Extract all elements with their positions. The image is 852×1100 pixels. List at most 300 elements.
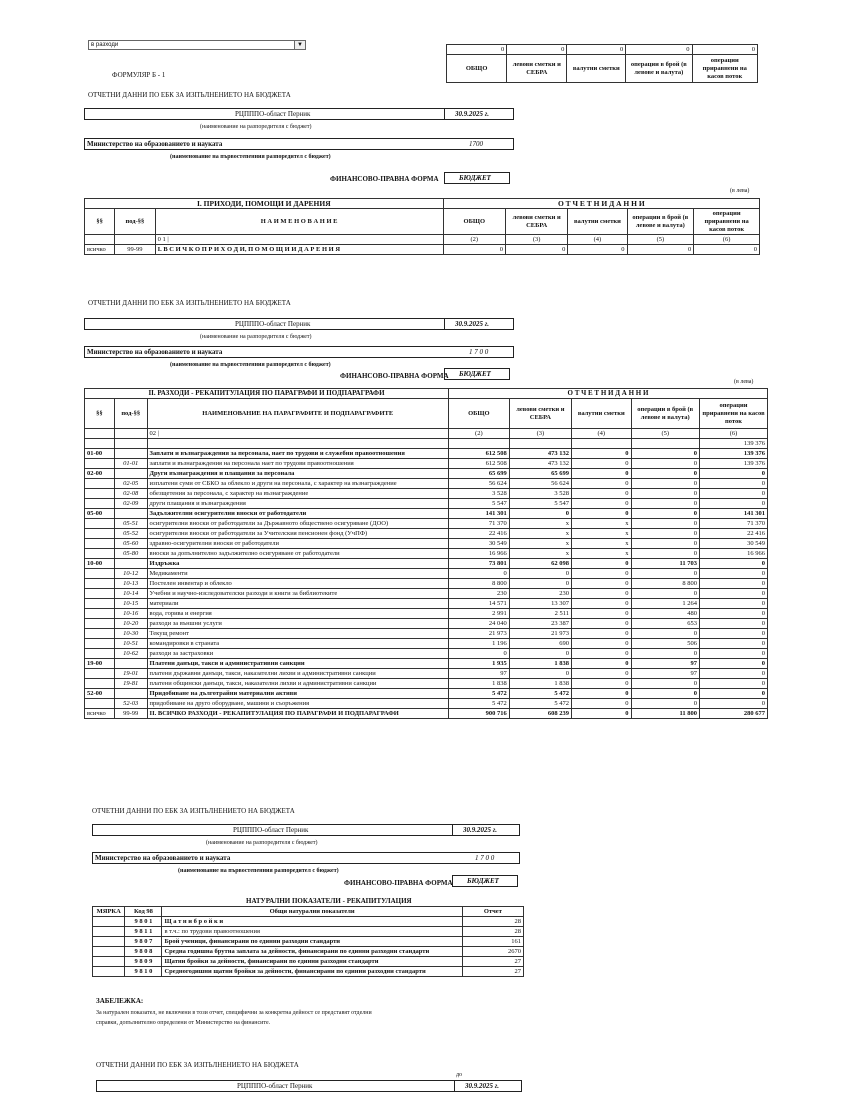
section2-total-value: 608 239 xyxy=(509,709,571,719)
row-paragraph-code xyxy=(85,599,115,609)
section1-col-num: (6) xyxy=(694,235,760,245)
row-value: 0 xyxy=(572,489,631,499)
report-title: ОТЧЕТНИ ДАННИ ПО ЕБК ЗА ИЗПЪЛНЕНИЕТО НА БЮДЖЕТА xyxy=(96,1061,299,1069)
row-value: 139 376 xyxy=(699,439,767,449)
top-value: 0 xyxy=(447,45,507,55)
row-paragraph-code xyxy=(85,609,115,619)
report-date: 30.9.2025 г. xyxy=(465,1082,499,1090)
row-value: 0 xyxy=(572,669,631,679)
ministry-name: Министерство на образованието и науката xyxy=(95,854,231,862)
row-name: материали xyxy=(147,599,448,609)
row-value: 30 549 xyxy=(448,539,509,549)
row-value: 0 xyxy=(631,509,699,519)
row-name: придобиване на друго оборудване, машини и съоръжения xyxy=(147,699,448,709)
row-paragraph-code xyxy=(85,499,115,509)
row-value: 0 xyxy=(699,599,767,609)
row-value: 3 528 xyxy=(509,489,571,499)
section2-col-sub: под-§§ xyxy=(114,399,147,429)
row-value: 0 xyxy=(631,569,699,579)
top-summary-table xyxy=(446,44,758,83)
expenses-table xyxy=(84,388,768,719)
row-value: 27 xyxy=(462,967,523,977)
row-subparagraph-code: 10-62 xyxy=(114,649,147,659)
row-value: 30 549 xyxy=(699,539,767,549)
row-name: Придобиване на дълготрайни материални активи xyxy=(147,689,448,699)
row-value: 2 991 xyxy=(448,609,509,619)
row-value: 0 xyxy=(448,649,509,659)
row-value: 97 xyxy=(631,669,699,679)
row-value: 230 xyxy=(509,589,571,599)
section2-col-num: (6) xyxy=(699,429,767,439)
row-subparagraph-code xyxy=(114,509,147,519)
section1-col-num: (2) xyxy=(443,235,505,245)
row-value: 0 xyxy=(699,559,767,569)
row-value: 22 416 xyxy=(699,529,767,539)
row-value: 14 571 xyxy=(448,599,509,609)
row-name: Учебни и научно-изследователски разходи и книги за библиотеките xyxy=(147,589,448,599)
row-value: 5 547 xyxy=(448,499,509,509)
row-paragraph-code xyxy=(85,619,115,629)
date-box xyxy=(452,824,520,836)
row-value: 0 xyxy=(509,649,571,659)
table-row xyxy=(85,599,768,609)
entity-name: РЦПППО-област Перник xyxy=(235,110,311,118)
row-name: Щ а т н и б р о й к и xyxy=(162,917,462,927)
row-mark xyxy=(93,917,125,927)
row-subparagraph-code: 05-60 xyxy=(114,539,147,549)
legal-form-value: БЮДЖЕТ xyxy=(459,174,491,182)
row-value: 2 511 xyxy=(509,609,571,619)
row-value: 473 132 xyxy=(509,459,571,469)
section2-total-value: 280 677 xyxy=(699,709,767,719)
row-value: 0 xyxy=(572,469,631,479)
row-subparagraph-code: 02-09 xyxy=(114,499,147,509)
section2-row02: 02 | xyxy=(147,429,448,439)
row-name: в т.ч.: по трудови правоотношения xyxy=(162,927,462,937)
row-name: Щатни бройки за дейности, финансирани по единни разходни стандарти xyxy=(162,957,462,967)
section1-total-value: 0 xyxy=(627,245,694,255)
table-row xyxy=(85,679,768,689)
report-title: ОТЧЕТНИ ДАННИ ПО ЕБК ЗА ИЗПЪЛНЕНИЕТО НА БЮДЖЕТА xyxy=(92,807,295,815)
row-mark xyxy=(93,927,125,937)
section2-total-value: 900 716 xyxy=(448,709,509,719)
entity-name: РЦПППО-област Перник xyxy=(233,826,309,834)
section2-col-para: §§ xyxy=(85,399,115,429)
row-value: 1 838 xyxy=(509,659,571,669)
ministry-code: 1 7 0 0 xyxy=(475,854,495,862)
note-line: За натурален показател, не включени в този отчет, специфични за конкретна дейност се представят отделни xyxy=(96,1010,372,1016)
chevron-down-icon[interactable]: ▼ xyxy=(294,41,305,49)
table-row xyxy=(85,689,768,699)
section2-col-num: (4) xyxy=(572,429,631,439)
row-value: 62 098 xyxy=(509,559,571,569)
row-code: 9 8 1 0 xyxy=(125,967,162,977)
row-name: Текущ ремонт xyxy=(147,629,448,639)
section1-reporting: О Т Ч Е Т Н И Д А Н Н И xyxy=(443,199,759,209)
table-row xyxy=(85,439,768,449)
row-value: 0 xyxy=(631,649,699,659)
row-name: здравно-осигурителни вноски от работодатели xyxy=(147,539,448,549)
table-row xyxy=(85,669,768,679)
row-value: 0 xyxy=(509,509,571,519)
section2-reporting: О Т Ч Е Т Н И Д А Н Н И xyxy=(448,389,767,399)
section2-total-value: 11 800 xyxy=(631,709,699,719)
row-value: 139 376 xyxy=(699,449,767,459)
section1-col-header: левови сметки и СЕБРА xyxy=(506,209,568,235)
row-paragraph-code xyxy=(85,649,115,659)
row-code: 9 8 0 1 xyxy=(125,917,162,927)
row-value: 28 xyxy=(462,927,523,937)
row-code: 9 8 0 9 xyxy=(125,957,162,967)
table-row xyxy=(93,967,524,977)
row-subparagraph-code: 10-15 xyxy=(114,599,147,609)
row-mark xyxy=(93,957,125,967)
report-title: ОТЧЕТНИ ДАННИ ПО ЕБК ЗА ИЗПЪЛНЕНИЕТО НА БЮДЖЕТА xyxy=(88,91,291,99)
row-value: 0 xyxy=(699,579,767,589)
section2-col-header: левови сметки и СЕБРА xyxy=(509,399,571,429)
report-title: ОТЧЕТНИ ДАННИ ПО ЕБК ЗА ИЗПЪЛНЕНИЕТО НА БЮДЖЕТА xyxy=(88,299,291,307)
row-paragraph-code xyxy=(85,629,115,639)
row-name: Заплати и възнаграждения за персонала, нает по трудови и служебни правоотношения xyxy=(147,449,448,459)
row-value: 612 508 xyxy=(448,459,509,469)
currency-note: (в лева) xyxy=(730,188,750,194)
row-subparagraph-code xyxy=(114,689,147,699)
section2-col-num: (3) xyxy=(509,429,571,439)
report-date: 30.9.2025 г. xyxy=(455,320,489,328)
table-row xyxy=(85,629,768,639)
row-name: други плащания и възнаграждения xyxy=(147,499,448,509)
row-subparagraph-code: 05-52 xyxy=(114,529,147,539)
row-value: 1 935 xyxy=(448,659,509,669)
row-value: 0 xyxy=(572,639,631,649)
row-value: 28 xyxy=(462,917,523,927)
row-value: 0 xyxy=(572,659,631,669)
row-value: 56 624 xyxy=(448,479,509,489)
top-value: 0 xyxy=(567,45,626,55)
row-paragraph-code xyxy=(85,489,115,499)
table-row xyxy=(85,579,768,589)
table-row xyxy=(85,499,768,509)
row-value: 0 xyxy=(699,629,767,639)
row-subparagraph-code: 52-03 xyxy=(114,699,147,709)
section1-total-value: 0 xyxy=(694,245,760,255)
row-subparagraph-code: 05-80 xyxy=(114,549,147,559)
row-mark xyxy=(93,937,125,947)
table-row xyxy=(85,469,768,479)
row-name: обезщетения за персонала, с характер на възнаграждение xyxy=(147,489,448,499)
row-value: 0 xyxy=(631,549,699,559)
report-type-dropdown[interactable] xyxy=(88,40,306,50)
row-subparagraph-code: 19-81 xyxy=(114,679,147,689)
ministry-code: 1700 xyxy=(469,140,483,148)
row-value: 0 xyxy=(631,689,699,699)
legal-form-label: ФИНАНСОВО-ПРАВНА ФОРМА xyxy=(330,175,439,183)
row-subparagraph-code xyxy=(114,659,147,669)
top-header: ОБЩО xyxy=(447,55,507,83)
currency-note: (в лева) xyxy=(734,379,754,385)
row-value xyxy=(631,439,699,449)
row-value: x xyxy=(572,549,631,559)
row-value: 21 973 xyxy=(509,629,571,639)
row-value: 97 xyxy=(631,659,699,669)
row-name xyxy=(147,439,448,449)
row-value: 3 528 xyxy=(448,489,509,499)
table-row xyxy=(85,449,768,459)
row-value: 1 196 xyxy=(448,639,509,649)
row-value: 0 xyxy=(572,599,631,609)
entity-caption: (наименование на разпоредителя с бюджет) xyxy=(200,124,312,130)
row-value: 23 387 xyxy=(509,619,571,629)
row-value: 0 xyxy=(572,609,631,619)
row-name: командировки в страната xyxy=(147,639,448,649)
section1-total-value: 0 xyxy=(568,245,627,255)
top-value: 0 xyxy=(626,45,692,55)
row-value: 0 xyxy=(631,699,699,709)
income-table xyxy=(84,198,760,255)
row-mark xyxy=(93,967,125,977)
ministry-code: 1 7 0 0 xyxy=(469,348,489,356)
row-value: 5 472 xyxy=(448,689,509,699)
row-value: 0 xyxy=(699,479,767,489)
row-value xyxy=(572,439,631,449)
table-row xyxy=(93,927,524,937)
row-paragraph-code xyxy=(85,569,115,579)
row-value: 690 xyxy=(509,639,571,649)
note-title: ЗАБЕЛЕЖКА: xyxy=(96,997,144,1005)
section1-total-sub: 99-99 xyxy=(115,245,155,255)
row-value: x xyxy=(509,549,571,559)
row-value: 0 xyxy=(631,499,699,509)
row-name: Други възнаграждения и плащания за персонала xyxy=(147,469,448,479)
row-value: 71 370 xyxy=(448,519,509,529)
row-value: 0 xyxy=(572,449,631,459)
row-value: 1 264 xyxy=(631,599,699,609)
row-value: 0 xyxy=(631,679,699,689)
row-value: 0 xyxy=(631,459,699,469)
row-name: платени общински данъци, такси, наказателни лихви и административни санкции xyxy=(147,679,448,689)
table-row xyxy=(85,539,768,549)
row-value: 0 xyxy=(699,669,767,679)
row-value: 0 xyxy=(699,619,767,629)
row-name: Издръжка xyxy=(147,559,448,569)
section1-col-header: операции в брой (в левове и валута) xyxy=(627,209,694,235)
table-row xyxy=(85,489,768,499)
row-value: 65 699 xyxy=(509,469,571,479)
row-value: 0 xyxy=(572,589,631,599)
date-box xyxy=(454,1080,522,1092)
section2-col-header: операции в брой (в левове и валута) xyxy=(631,399,699,429)
row-paragraph-code: 52-00 xyxy=(85,689,115,699)
row-subparagraph-code: 10-12 xyxy=(114,569,147,579)
section1-title: I. ПРИХОДИ, ПОМОЩИ И ДАРЕНИЯ xyxy=(85,199,444,209)
row-subparagraph-code: 01-01 xyxy=(114,459,147,469)
row-value: 0 xyxy=(509,669,571,679)
row-value: 506 xyxy=(631,639,699,649)
row-value: 2670 xyxy=(462,947,523,957)
top-header: операции в брой (в левове и валута) xyxy=(626,55,692,83)
row-value: x xyxy=(572,539,631,549)
row-value: 0 xyxy=(631,449,699,459)
ministry-box xyxy=(84,138,514,150)
row-value: 0 xyxy=(631,589,699,599)
section3-col-name: Общи натурални показатели xyxy=(162,907,462,917)
row-value: 0 xyxy=(448,569,509,579)
row-value: x xyxy=(509,529,571,539)
row-name: Средна годишна брутна заплата за дейности, финансирани по единни разходни стандарти xyxy=(162,947,462,957)
entity-name: РЦПППО-област Перник xyxy=(237,1082,313,1090)
row-subparagraph-code: 10-20 xyxy=(114,619,147,629)
ministry-box xyxy=(84,346,514,358)
row-subparagraph-code: 02-08 xyxy=(114,489,147,499)
row-code: 9 8 1 1 xyxy=(125,927,162,937)
row-value: 653 xyxy=(631,619,699,629)
row-value: 97 xyxy=(448,669,509,679)
row-value: 21 973 xyxy=(448,629,509,639)
row-value: 0 xyxy=(699,699,767,709)
row-value: 0 xyxy=(699,689,767,699)
report-date: 30.9.2025 г. xyxy=(463,826,497,834)
row-subparagraph-code: 05-51 xyxy=(114,519,147,529)
row-value: 8 800 xyxy=(448,579,509,589)
row-value: 0 xyxy=(572,579,631,589)
row-mark xyxy=(93,947,125,957)
row-paragraph-code xyxy=(85,519,115,529)
section1-col-sub: под-§§ xyxy=(115,209,155,235)
row-name: Средногодишни щатни бройки за дейности, финансирани по единни разходни стандарти xyxy=(162,967,462,977)
row-value: x xyxy=(509,539,571,549)
top-value: 0 xyxy=(692,45,758,55)
section2-col-header: операции приравнени на касов поток xyxy=(699,399,767,429)
section2-col-header: ОБЩО xyxy=(448,399,509,429)
row-paragraph-code xyxy=(85,679,115,689)
row-paragraph-code xyxy=(85,459,115,469)
row-value: 0 xyxy=(572,559,631,569)
row-value: 22 416 xyxy=(448,529,509,539)
row-value: 0 xyxy=(572,569,631,579)
row-value: 0 xyxy=(699,469,767,479)
row-name: Брой ученици, финансирани по единни разходни стандарти xyxy=(162,937,462,947)
table-row xyxy=(85,649,768,659)
section2-col-header: валутни сметки xyxy=(572,399,631,429)
section3-col-mark: МЯРКА xyxy=(93,907,125,917)
row-value: 161 xyxy=(462,937,523,947)
row-value: 0 xyxy=(572,479,631,489)
legal-form-label: ФИНАНСОВО-ПРАВНА ФОРМА xyxy=(344,879,453,887)
row-name: осигурителни вноски от работодатели за Учителския пенсионен фонд (УчПФ) xyxy=(147,529,448,539)
footer-do: до xyxy=(456,1072,463,1078)
row-value: 0 xyxy=(699,649,767,659)
row-value xyxy=(448,439,509,449)
row-value: 5 547 xyxy=(509,499,571,509)
row-value: 0 xyxy=(631,519,699,529)
date-box xyxy=(444,318,514,330)
row-subparagraph-code xyxy=(114,559,147,569)
table-row xyxy=(85,609,768,619)
table-row xyxy=(85,589,768,599)
table-row xyxy=(85,479,768,489)
section2-col-name: НАИМЕНОВАНИЕ НА ПАРАГРАФИТЕ И ПОДПАРАГРАФИТЕ xyxy=(147,399,448,429)
row-paragraph-code: 05-00 xyxy=(85,509,115,519)
row-value: 0 xyxy=(509,569,571,579)
row-subparagraph-code: 10-16 xyxy=(114,609,147,619)
section1-col-header: ОБЩО xyxy=(443,209,505,235)
row-value: 8 800 xyxy=(631,579,699,589)
row-name: осигурителни вноски от работодатели за Държавното обществено осигуряване (ДОО) xyxy=(147,519,448,529)
row-value: 1 838 xyxy=(448,679,509,689)
row-name: Медикаменти xyxy=(147,569,448,579)
table-row xyxy=(93,947,524,957)
row-value: 27 xyxy=(462,957,523,967)
top-header: операции приравнени на касов поток xyxy=(692,55,758,83)
row-paragraph-code xyxy=(85,669,115,679)
row-value: 56 624 xyxy=(509,479,571,489)
row-paragraph-code xyxy=(85,589,115,599)
row-subparagraph-code xyxy=(114,449,147,459)
section2-title: II. РАЗХОДИ - РЕКАПИТУЛАЦИЯ ПО ПАРАГРАФИ И ПОДПАРАГРАФИ xyxy=(85,389,449,399)
row-name: вноски за допълнително задължително осигуряване от работодатели xyxy=(147,549,448,559)
table-row xyxy=(85,639,768,649)
legal-form-value: БЮДЖЕТ xyxy=(459,370,491,378)
row-subparagraph-code: 10-51 xyxy=(114,639,147,649)
dropdown-value: в разходи xyxy=(91,42,119,48)
row-value: 0 xyxy=(572,689,631,699)
row-paragraph-code: 19-00 xyxy=(85,659,115,669)
row-paragraph-code xyxy=(85,579,115,589)
ministry-caption: (наименование на първостепенния разпоредител с бюджет) xyxy=(170,154,331,160)
table-row xyxy=(85,659,768,669)
row-value: 0 xyxy=(699,499,767,509)
row-value: 473 132 xyxy=(509,449,571,459)
row-value: 16 966 xyxy=(699,549,767,559)
row-subparagraph-code: 10-13 xyxy=(114,579,147,589)
row-value: 1 838 xyxy=(509,679,571,689)
row-name: платени държавни данъци, такси, наказателни лихви и административни санкции xyxy=(147,669,448,679)
row-name: Платени данъци, такси и административни санкции xyxy=(147,659,448,669)
row-value: 0 xyxy=(631,539,699,549)
row-code: 9 8 0 8 xyxy=(125,947,162,957)
date-box xyxy=(444,108,514,120)
section1-col-name: Н А И М Е Н О В А Н И Е xyxy=(155,209,443,235)
table-row xyxy=(85,619,768,629)
row-name: Постелен инвентар и облекло xyxy=(147,579,448,589)
row-value: 0 xyxy=(572,459,631,469)
row-value: x xyxy=(509,519,571,529)
row-name: разходи за застраховки xyxy=(147,649,448,659)
section1-col-para: §§ xyxy=(85,209,115,235)
row-value: 0 xyxy=(572,619,631,629)
section1-total-code: всичко xyxy=(85,245,115,255)
row-value: 13 307 xyxy=(509,599,571,609)
row-name: изплатени суми от СБКО за облекло и други на персонала, с характер на възнаграждение xyxy=(147,479,448,489)
section1-col-header: валутни сметки xyxy=(568,209,627,235)
row-value: 0 xyxy=(509,579,571,589)
top-header: левови сметки и СЕБРА xyxy=(507,55,567,83)
row-value: 0 xyxy=(631,469,699,479)
row-value: 230 xyxy=(448,589,509,599)
legal-form-value: БЮДЖЕТ xyxy=(467,877,499,885)
row-name: заплати и възнаграждения на персонала нает по трудови правоотношения xyxy=(147,459,448,469)
legal-form-box xyxy=(444,172,510,184)
row-value: 0 xyxy=(699,659,767,669)
row-paragraph-code xyxy=(85,639,115,649)
row-value xyxy=(509,439,571,449)
natural-indicators-table xyxy=(92,906,524,977)
row-subparagraph-code: 10-14 xyxy=(114,589,147,599)
report-date: 30.9.2025 г. xyxy=(455,110,489,118)
row-value: 0 xyxy=(631,529,699,539)
row-value: x xyxy=(572,519,631,529)
row-name: Задължителни осигурителни вноски от работодатели xyxy=(147,509,448,519)
